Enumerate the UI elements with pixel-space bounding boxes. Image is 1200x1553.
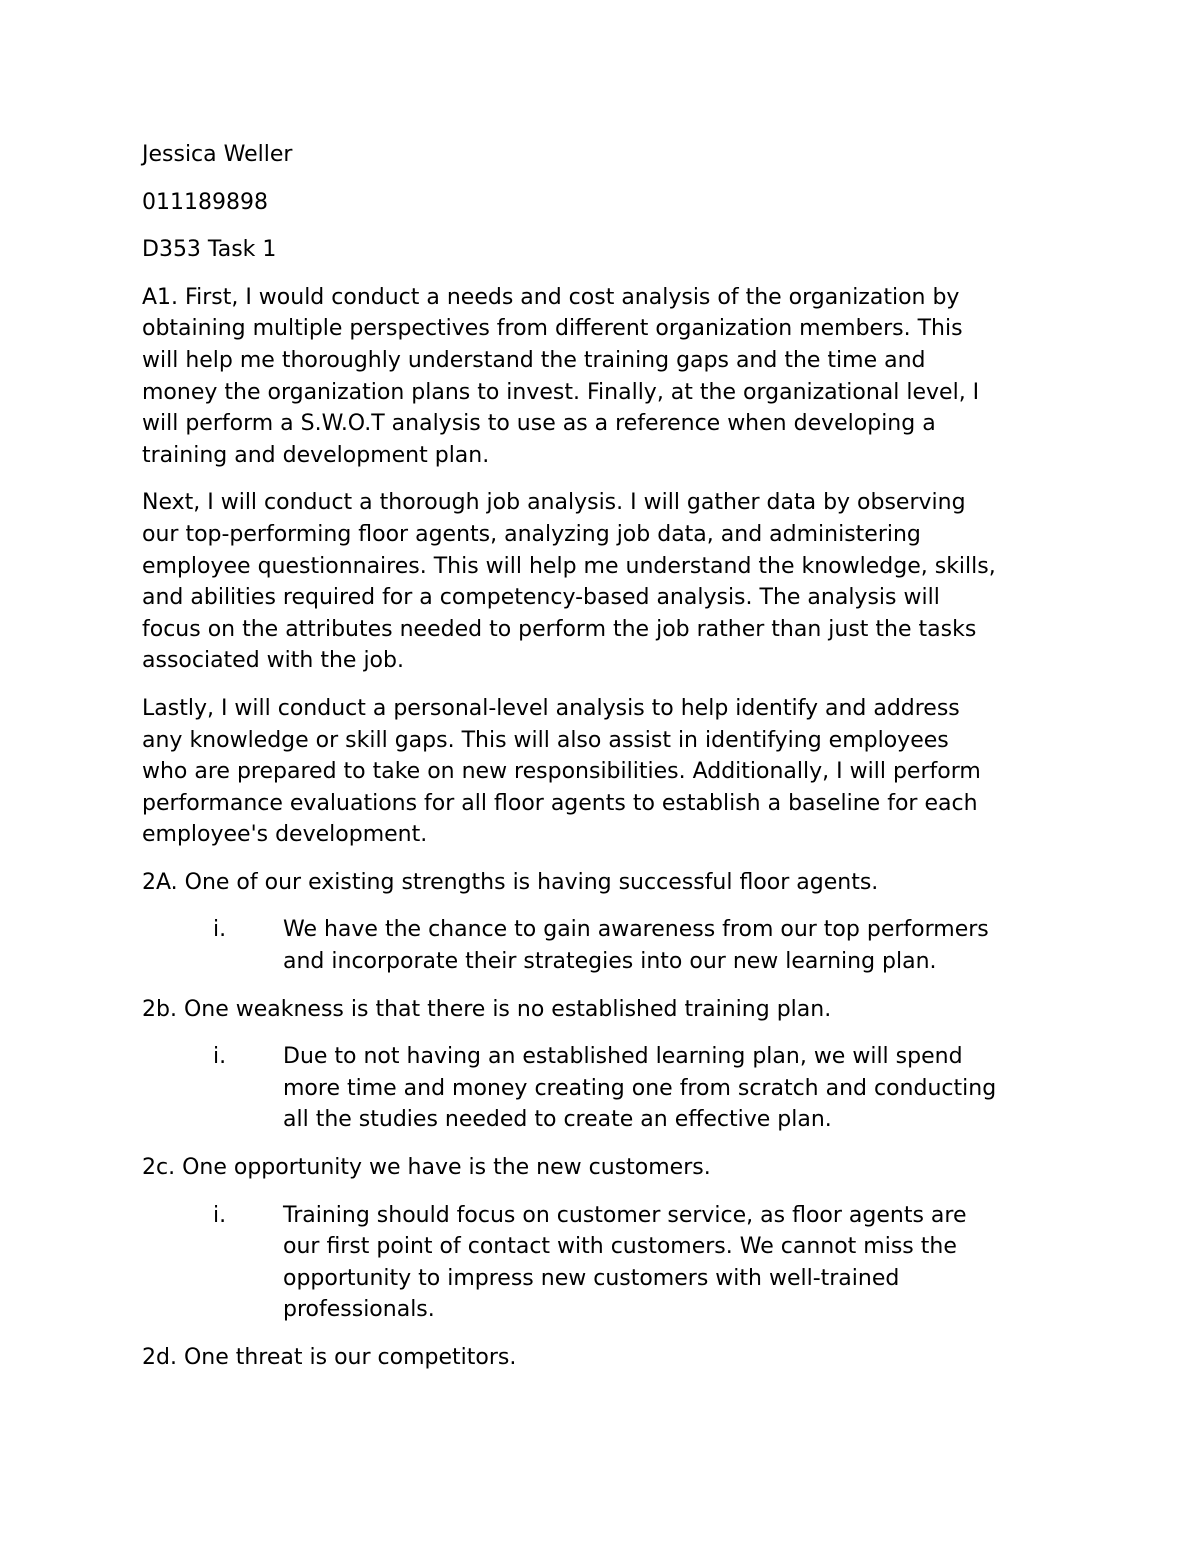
- text-line: our top-performing floor agents, analyzing job data, and administering: [142, 521, 921, 547]
- opportunity-list-item: [142, 1200, 1072, 1326]
- list-marker: i.: [213, 1044, 227, 1070]
- opportunity-heading: 2c. One opportunity we have is the new customers.: [142, 1155, 711, 1181]
- threat-heading: 2d. One threat is our competitors.: [142, 1345, 517, 1370]
- document-body: [142, 139, 1072, 1390]
- text-line: Training should focus on customer service, as floor agents are: [283, 1202, 967, 1228]
- text-line: associated with the job.: [142, 648, 404, 674]
- text-line: Next, I will conduct a thorough job analysis. I will gather data by observing: [142, 490, 966, 516]
- list-marker: i.: [213, 1202, 227, 1228]
- a1-paragraph-3: [142, 693, 1072, 851]
- a1-paragraph-2: [142, 487, 1072, 677]
- text-line: will perform a S.W.O.T analysis to use as a reference when developing a: [142, 411, 936, 437]
- text-line: and abilities required for a competency-based analysis. The analysis will: [142, 585, 940, 611]
- text-line: A1. First, I would conduct a needs and cost analysis of the organization by: [142, 284, 960, 310]
- text-line: will help me thoroughly understand the training gaps and the time and: [142, 347, 926, 373]
- author-name: Jessica Weller: [142, 142, 293, 167]
- text-line: employee questionnaires. This will help me understand the knowledge, skills,: [142, 553, 996, 579]
- text-line: Lastly, I will conduct a personal-level analysis to help identify and address: [142, 695, 960, 721]
- text-line: We have the chance to gain awareness from our top performers: [283, 917, 989, 943]
- text-line: and incorporate their strategies into our new learning plan.: [283, 949, 937, 975]
- text-line: Due to not having an established learning plan, we will spend: [283, 1044, 963, 1070]
- text-line: focus on the attributes needed to perform the job rather than just the tasks: [142, 616, 977, 642]
- text-line: opportunity to impress new customers with well-trained: [283, 1265, 900, 1291]
- weakness-heading: 2b. One weakness is that there is no established training plan.: [142, 996, 832, 1022]
- strength-list-item: [142, 914, 1072, 977]
- text-line: who are prepared to take on new responsibilities. Additionally, I will perform: [142, 759, 981, 785]
- text-line: professionals.: [283, 1297, 435, 1323]
- text-line: training and development plan.: [142, 442, 490, 468]
- strength-heading: 2A. One of our existing strengths is having successful floor agents.: [142, 869, 879, 895]
- text-line: all the studies needed to create an effective plan.: [283, 1107, 832, 1133]
- text-line: any knowledge or skill gaps. This will also assist in identifying employees: [142, 727, 949, 753]
- text-line: our first point of contact with customers. We cannot miss the: [283, 1234, 957, 1260]
- a1-paragraph-1: [142, 282, 1072, 472]
- student-id: 011189898: [142, 189, 268, 215]
- list-marker: i.: [213, 917, 227, 943]
- text-line: employee's development.: [142, 822, 428, 848]
- course-task-title: D353 Task 1: [142, 237, 277, 263]
- text-line: more time and money creating one from scratch and conducting: [283, 1075, 997, 1101]
- text-line: obtaining multiple perspectives from different organization members. This: [142, 316, 963, 342]
- weakness-list-item: [142, 1041, 1072, 1136]
- text-line: money the organization plans to invest. Finally, at the organizational level, I: [142, 379, 980, 405]
- text-line: performance evaluations for all floor agents to establish a baseline for each: [142, 790, 978, 816]
